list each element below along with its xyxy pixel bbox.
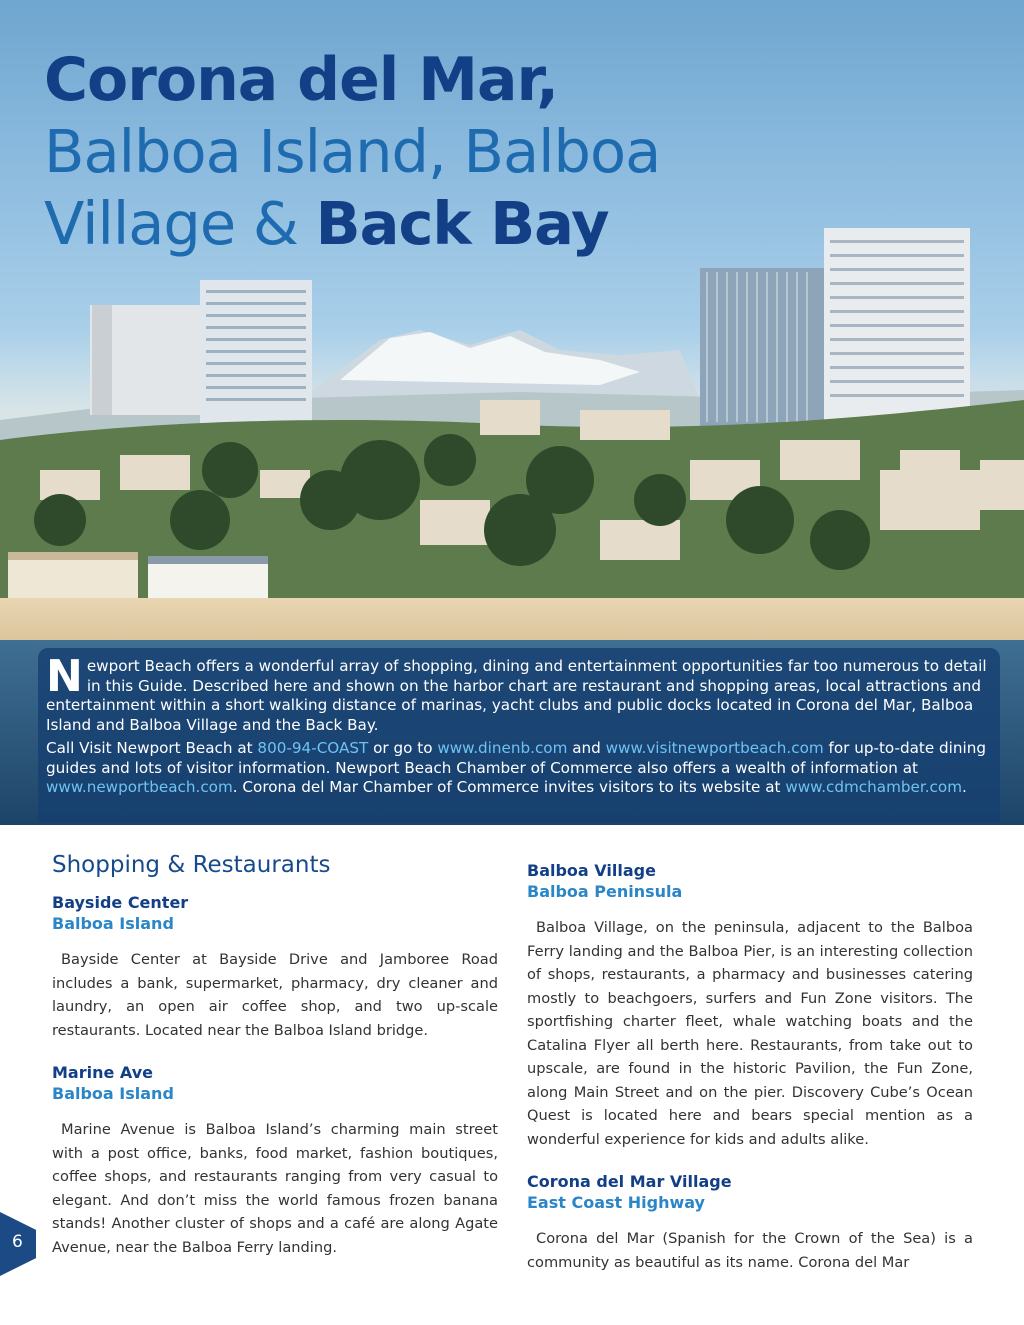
- title-line-3-regular: Village &: [44, 189, 316, 258]
- newportbeach-link[interactable]: www.newportbeach.com: [46, 778, 233, 796]
- title-line-3-bold: Back Bay: [315, 189, 609, 258]
- phone-link[interactable]: 800-94-COAST: [257, 739, 369, 757]
- cdmchamber-link[interactable]: www.cdmchamber.com: [785, 778, 962, 796]
- intro-paragraph-1: [46, 651, 990, 735]
- entry-bayside-center: [52, 892, 498, 1042]
- entry-marine-ave: [52, 1062, 498, 1259]
- page-number: 6: [12, 1232, 23, 1252]
- entry-subtitle: Balboa Island: [52, 914, 174, 933]
- intro-paragraph-2: [46, 739, 990, 798]
- entry-title: Corona del Mar Village: [527, 1172, 732, 1191]
- intro-text-2b: or go to: [368, 739, 438, 757]
- intro-text-2e: . Corona del Mar Chamber of Commerce invites visitors to its website at: [232, 778, 786, 796]
- entry-body: Bayside Center at Bayside Drive and Jamboree Road includes a bank, supermarket, pharmacy, dry cleaner and laundry, an open air coffee shop, and two up-scale restaurants. Located near the Balboa Island bridge.: [52, 951, 498, 1039]
- entry-body: Corona del Mar (Spanish for the Crown of the Sea) is a community as beautiful as its name. Corona del Mar: [527, 1230, 973, 1271]
- section-title: Shopping & Restaurants: [52, 852, 331, 878]
- entry-title: Bayside Center: [52, 893, 189, 912]
- title-line-2: Balboa Island, Balboa: [44, 117, 661, 186]
- entry-title: Marine Ave: [52, 1063, 153, 1082]
- intro-box: [38, 648, 1000, 823]
- intro-text-2c: and: [567, 739, 606, 757]
- entry-corona-del-mar-village: [527, 1171, 973, 1274]
- entry-subtitle: Balboa Island: [52, 1084, 174, 1103]
- title-line-1: Corona del Mar,: [44, 45, 559, 115]
- drop-cap: N: [46, 651, 83, 702]
- entry-subtitle: East Coast Highway: [527, 1193, 705, 1212]
- entry-title: Balboa Village: [527, 861, 656, 880]
- intro-text-1: ewport Beach offers a wonderful array of shopping, dining and entertainment opportunities far too numerous to detail in this Guide. Described here and shown on the harbor chart are restaurant and shopping areas, local attractions and entertainment within a short walking distance of marinas, yacht clubs and public docks located in Corona del Mar, Balboa Island and Balboa Village and the Back Bay.: [46, 657, 987, 734]
- entry-body: Marine Avenue is Balboa Island’s charming main street with a post office, banks, food market, fashion boutiques, coffee shops, and restaurants ranging from very casual to elegant. And don’t miss the world famous frozen banana stands! Another cluster of shops and a café are along Agate Avenue, near the Balboa Ferry landing.: [52, 1121, 498, 1256]
- dinenb-link[interactable]: www.dinenb.com: [437, 739, 568, 757]
- page-title: [44, 44, 660, 260]
- intro-text-2f: .: [961, 778, 967, 796]
- visitnewportbeach-link[interactable]: www.visitnewportbeach.com: [605, 739, 824, 757]
- entry-balboa-village: [527, 860, 973, 1151]
- title-line-3: [44, 188, 660, 260]
- left-column: [52, 852, 498, 1279]
- intro-text-2a: Call Visit Newport Beach at: [46, 739, 258, 757]
- entry-subtitle: Balboa Peninsula: [527, 882, 683, 901]
- right-column: [527, 860, 973, 1294]
- intro-text-2d: for up-to-date dining guides and lots of visitor information. Newport Beach Chamber of Commerce also offers a wealth of information at: [46, 739, 987, 777]
- entry-body: Balboa Village, on the peninsula, adjacent to the Balboa Ferry landing and the Balboa Pier, is an interesting collection of shops, restaurants, a pharmacy and businesses catering mostly to beachgoers, surfers and Fun Zone visitors. The sportfishing charter fleet, whale watching boats and the Catalina Flyer all berth here. Restaurants, from take out to upscale, are found in the historic Pavilion, the Fun Zone, along Main Street and on the pier. Discovery Cube’s Ocean Quest is located here and bears special mention as a wonderful experience for kids and adults alike.: [527, 919, 973, 1148]
